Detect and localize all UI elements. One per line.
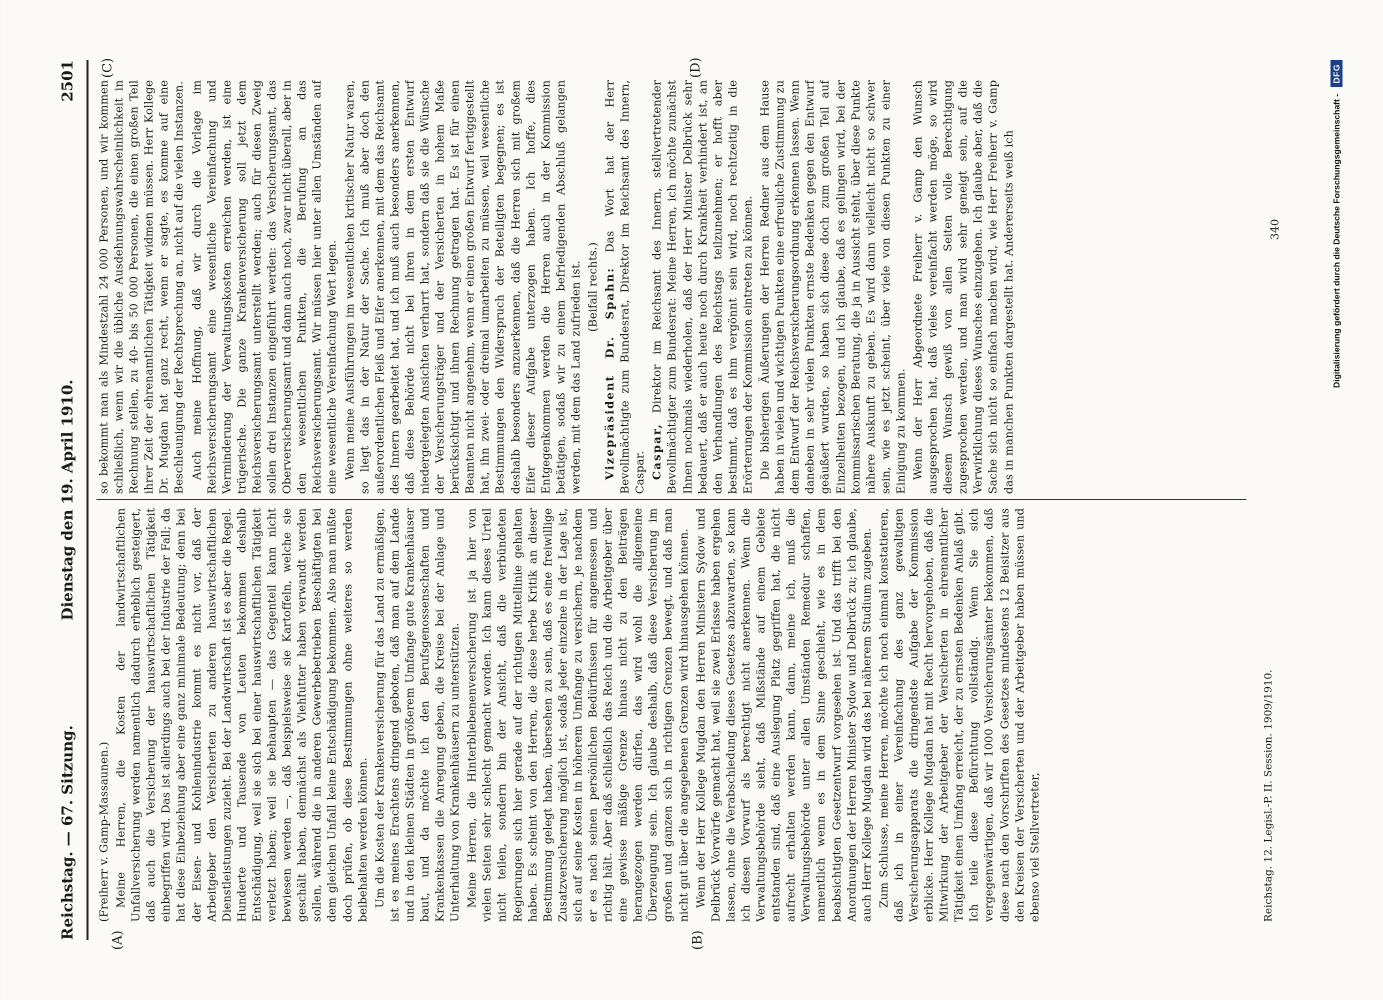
footer-page-number: 340 bbox=[1268, 219, 1281, 240]
margin-mark-c: (C) bbox=[100, 57, 115, 78]
margin-mark-a: (A) bbox=[110, 930, 125, 950]
caspar-statement bbox=[649, 80, 755, 494]
header-rule bbox=[86, 60, 88, 940]
column-divider bbox=[96, 499, 1246, 500]
paragraph: Die bisherigen Äußerungen der Herren Redner aus dem Hause haben in vielen und wichtigen Punkten eine erfreuliche Zustimmung zu dem Entwurf der Reichsversicherungsordnung erkennen lassen. Wenn daneben in sehr vielen Punkten ernste Bedenken gegen den Entwurf geäußert wurden, so haben sich diese doch zum großen Teil auf Einzelheiten bezogen, und ich glaube, daß es gelingen wird, bei der kommissarischen Beratung, die ja in Aussicht steht, über diese Punkte nähere Auskunft zu geben. Es wird dann vielleicht nicht so schwer sein, wie es jetzt scheint, über viele von diesen Punkten zu einer Einigung zu kommen. bbox=[758, 80, 907, 494]
paragraph: so bekommt man als Mindestzahl 24 000 Personen, und wir kommen schließlich, wenn wir die übliche Ausdehnungswahrscheinlichkeit in Rechnung stellen, zu 40- bis 50 000 Personen, die einen großen Teil ihrer Zeit der ehrenamtlichen Tätigkeit widmen müssen. Herr Kollege Dr. Mugdan hat ganz recht, wenn er sagte, es komme auf eine Beschleunigung der Rechtsprechung an, nicht auf die vielen Instanzen. bbox=[97, 80, 186, 494]
paragraph: Auch meine Hoffnung, daß wir durch die Vorlage im Reichsversicherungsamt eine wesentliche Vereinfachung und Verminderung der Verwaltungskosten erreichen werden, ist eine trügerische. Die ganze Krankenversicherung soll jetzt dem Reichsversicherungsamt unterstellt werden; auch für diesen Zweig sollen drei Instanzen eingeführt werden: das Versicherungsamt, das Oberversicherungsamt und dann auch noch, zwar nicht überall, aber in den wesentlichen Punkten, die Berufung an das Reichsversicherungsamt. Wir müssen hier unter allen Umständen auf eine wesentliche Vereinfachung Wert legen. bbox=[189, 80, 339, 494]
digitization-note bbox=[1330, 60, 1354, 940]
dfg-logo: DFG bbox=[1330, 60, 1342, 87]
statement-text: Das Wort hat der Herr Bevollmächtigte zum Bundesrat, Direktor im Reichsamt des Innern, Caspar. bbox=[603, 80, 647, 494]
paragraph: Um die Kosten der Krankenversicherung für das Land zu ermäßigen, ist es meines Erachtens dringend geboten, daß man auf dem Lande und in den kleinen Städten in größerem Umfange gute Krankenhäuser baut, und da möchte ich den Berufsgenossenschaften und Krankenkassen die Anregung geben, die Kreise bei der Anlage und Unterhaltung von Krankenhäusern zu unterstützen. bbox=[372, 508, 462, 922]
speaker-name: Vizepräsident Dr. Spahn: bbox=[602, 266, 617, 480]
applause-note: (Beifall rechts.) bbox=[586, 242, 599, 332]
paragraph: Wenn meine Ausführungen im wesentlichen kritischer Natur waren, so liegt das in der Natur der Sache. Ich muß aber doch den außerordentlichen Fleiß und Eifer anerkennen, mit dem das Reichsamt des Innern gearbeitet hat, und ich muß auch besonders anerkennen, daß diese Behörde nicht bei ihren in dem ersten Entwurf niedergelegten Ansichten verharrt hat, sondern daß sie die Wünsche der Versicherungsträger und der Versicherten in hohem Maße berücksichtigt und ihnen Rechnung getragen hat. Es ist für einen Beamten nicht angenehm, wenn er einen großen Entwurf fertiggestellt hat, ihn zwei- oder dreimal umarbeiten zu müssen, weil wesentliche Bestimmungen den Widerspruch der Beteiligten begegnen; es ist deshalb besonders anzuerkennen, daß die Herren sich mit großem Eifer dieser Aufgabe unterzogen haben. Ich hoffe, dies Entgegenkommen werden die Herren auch in der Kommission betätigen, sodaß wir zu einem befriedigenden Abschluß gelangen werden, mit dem das Land zufrieden ist. bbox=[342, 80, 582, 494]
header-date: Dienstag den 19. April 1910. bbox=[58, 379, 76, 621]
paragraph: Meine Herren, die Kosten der landwirtschaftlichen Unfallversicherung werden namentlich dadurch erheblich gesteigert, daß auch die Versicherung der hauswirtschaftlichen Tätigkeit einbegriffen wird. Das ist allerdings auch bei der Industrie der Fall; da hat diese Einbeziehung aber eine ganz minimale Bedeutung; denn bei der Eisen- und Kohlenindustrie kommt es nicht vor, daß der Arbeitgeber den Versicherten zu anderen hauswirtschaftlichen Dienstleistungen zuzieht. Bei der Landwirtschaft ist es aber die Regel. Hunderte und Tausende von Leuten bekommen deshalb Entschädigung, weil sie sich bei einer hauswirtschaftlichen Tätigkeit verletzt haben; weil sie behaupten — das Gegenteil kann nicht bewiesen werden —, daß beispielsweise sie Kartoffeln, welche sie geschält haben, demnächst als Viehfutter haben verwandt werden sollen, während die in anderen Gewerbebetrieben Beschäftigten bei dem gleichen Unfall keine Entschädigung bekommen. Also man müßte doch prüfen, ob diese Bestimmungen ohne weiteres so werden beibehalten werden können. bbox=[114, 508, 369, 922]
statement-text: Direktor im Reichsamt des Innern, stellvertretender Bevollmächtigter zum Bundesrat: Meine Herren, ich möchte zunächst Ihnen nochmals wiederholen, daß der Herr Minister Delbrück sehr bedauert, daß er auch heute noch durch Krankheit verhindert ist, an den Verhandlungen des Reichstags teilzunehmen; er hofft aber bestimmt, daß es ihm vergönnt sein wird, noch rechtzeitig in die Erörterungen der Kommission eintreten zu können. bbox=[650, 80, 754, 494]
page-header bbox=[58, 60, 84, 940]
margin-mark-b: (B) bbox=[690, 930, 705, 950]
paragraph: Wenn der Herr Kollege Mugdan den Herren Ministern Sydow und Delbrück Vorwürfe gemacht hat, weil sie zwei Erlasse haben ergehen lassen, ohne die Verabschiedung dieses Gesetzes abzuwarten, so kann ich diesen Vorwurf als berechtigt nicht anerkennen. Wenn die Verwaltungsbehörde sieht, daß Mißstände auf einem Gebiete entstanden sind, daß eine Auslegung Platz gegriffen hat, die nicht aufrecht erhalten werden kann, dann, meine ich, muß die Verwaltungsbehörde unter allen Umständen Remedur schaffen, namentlich wenn es in dem Sinne geschieht, wie es in dem beabsichtigten Gesetzentwurf vorgesehen ist. Und das trifft bei den Anordnungen der Herren Minister Sydow und Delbrück zu; ich glaube, auch Herr Kollege Mugdan wird das bei näherem Studium zugeben. bbox=[693, 508, 873, 922]
header-page-number: 2501 bbox=[58, 60, 76, 102]
margin-mark-d: (D) bbox=[688, 57, 703, 78]
footer-session-info: Reichstag. 12. Legisl.-P. II. Session. 1909/1910. bbox=[1262, 669, 1274, 922]
right-column bbox=[96, 80, 1256, 494]
header-left: Reichstag. — 67. Sitzung. bbox=[58, 725, 76, 940]
paragraph: Wenn der Herr Abgeordnete Freiherr v. Gamp den Wunsch ausgesprochen hat, daß vieles vereinfacht werden möge, so wird diesem Wunsch gewiß von allen Seiten volle Berechtigung zugesprochen werden, und man wird sehr geneigt sein, auf die Verwirklichung dieses Wunsches einzugehen. Ich glaube aber, daß die Sache sich nicht so einfach machen wird, wie Herr Freiherr v. Gamp das in manchen Punkten dargestellt hat. Andererseits weiß ich bbox=[910, 80, 1015, 494]
speaker-name: Caspar, bbox=[649, 423, 664, 480]
paragraph: Meine Herren, die Hinterbliebenenversicherung ist ja hier von vielen Seiten sehr schlecht gemacht worden. Ich kann dieses Urteil nicht teilen, sondern bin der Ansicht, daß die verbündeten Regierungen sich hier gerade auf der richtigen Mittellinie gehalten haben. Es scheint von den Herren, die diese herbe Kritik an dieser Bestimmung gelegt haben, übersehen zu sein, daß es eine freiwillige Zusatzversicherung möglich ist, sodaß jeder einzelne in der Lage ist, sich auf seine Kosten in höherem Umfange zu versichern, je nachdem er es nach seinen persönlichen Bedürfnissen für angemessen und richtig hält. Aber daß schließlich das Reich und die Arbeitgeber über eine gewisse mäßige Grenze hinaus nicht zu den Beiträgen herangezogen werden dürfen, das wird wohl die allgemeine Überzeugung sein. Ich glaube deshalb, daß diese Versicherung im großen und ganzen sich in richtigen Grenzen bewegt, und daß man nicht gut über die angegebenen Grenzen wird hinausgehen können. bbox=[465, 508, 690, 922]
vice-president-statement bbox=[602, 80, 647, 494]
paragraph: Zum Schlusse, meine Herren, möchte ich noch einmal konstatieren, daß ich in einer Vereinfachung des ganz gewaltigen Versicherungsapparats die dringendste Aufgabe der Kommission erblicke. Herr Kollege Mugdan hat mit Recht hervorgehoben, daß die Mitwirkung der Arbeitgeber der Versicherten in ehrenamtlicher Tätigkeit einen Umfang erreicht, der zu ernsten Bedenken Anlaß gibt. Ich teile diese Befürchtung vollständig. Wenn Sie sich vergegenwärtigen, daß wir 1000 Versicherungsämter bekommen, daß diese nach den Vorschriften des Gesetzes mindestens 12 Beisitzer aus den Kreisen der Versicherten und der Arbeitgeber haben müssen und ebenso viel Stellvertreter, bbox=[876, 508, 1041, 922]
digitization-text: Digitalisierung gefördert durch die Deutsche Forschungsgemeinschaft - bbox=[1331, 93, 1341, 388]
left-column-lead: (Freiherr v. Gamp-Massaunen.) bbox=[97, 741, 110, 922]
left-column bbox=[96, 508, 1256, 922]
